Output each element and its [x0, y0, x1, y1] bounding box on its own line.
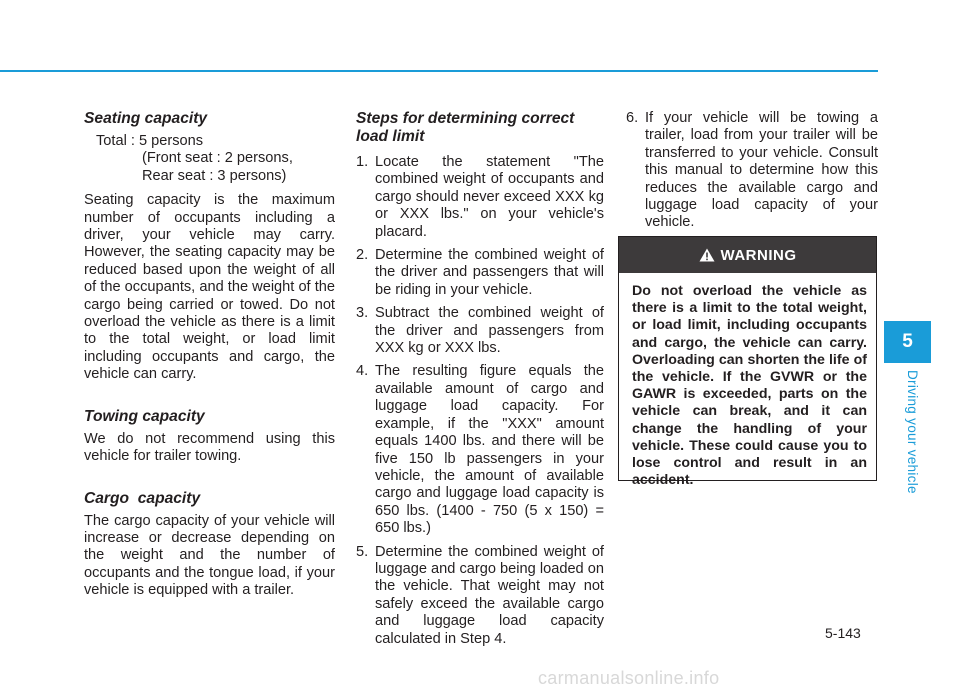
- chapter-label: Driving your vehicle: [905, 370, 920, 494]
- cargo-paragraph: The cargo capacity of your vehicle will increase or decrease depending on the weight and the number of occupants and the tongue load, if your vehicle is equipped with a trailer.: [84, 512, 335, 599]
- warning-text: Do not overload the vehicle as there is a limit to the total weight, or load limit, including occupants and cargo, the vehicle can carry. Overloading can shorten the life of the vehicle. If the GVWR or the GAWR is exceeded, parts on the vehicle can break, and it can change the handling of your vehicle. These could cause you to lose control and result in an accident.: [632, 283, 867, 489]
- list-item: 4. The resulting figure equals the available amount of cargo and luggage load capacity. For example, if the "XXX" amount equals 1400 lbs. and there will be five 150 lb passengers in your vehicle, the amount of available cargo and luggage load capacity is 650 lbs. (1400 - 750 (5 x 150) = 650 lbs.): [356, 363, 604, 537]
- seating-front: (Front seat : 2 persons,: [142, 150, 293, 167]
- chapter-tab: 5: [884, 321, 931, 363]
- seating-capacity-heading: Seating capacity: [84, 110, 208, 127]
- left-column: [84, 110, 335, 607]
- cargo-capacity-heading: Cargo capacity: [84, 489, 201, 507]
- middle-column: [356, 110, 604, 654]
- list-item: 6. If your vehicle will be towing a trailer, load from your trailer will be transferred to your vehicle. Consult this manual to determine how this reduces the available cargo and luggage load capacity of your vehicle.: [626, 110, 878, 231]
- towing-capacity-heading: Towing capacity: [84, 407, 205, 425]
- seating-total: Total : 5 persons: [96, 133, 204, 149]
- warning-box: [618, 236, 877, 489]
- towing-paragraph: We do not recommend using this vehicle for trailer towing.: [84, 430, 335, 465]
- top-rule: [0, 70, 878, 72]
- page-number: 5-143: [825, 625, 861, 641]
- seating-rear: Rear seat : 3 persons): [142, 167, 287, 184]
- warning-title: WARNING: [720, 246, 797, 264]
- list-item: 3. Subtract the combined weight of the driver and passengers from XXX kg or XXX lbs.: [356, 305, 604, 357]
- list-item: 2. Determine the combined weight of the driver and passengers that will be riding in your vehicle.: [356, 247, 604, 298]
- list-item: 5. Determine the combined weight of luggage and cargo being loaded on the vehicle. That weight may not safely exceed the available cargo and luggage load capacity calculated in Step 4.: [356, 543, 604, 647]
- steps-list-continued: [626, 110, 878, 232]
- watermark: carmanualsonline.info: [538, 668, 720, 688]
- seating-paragraph: Seating capacity is the maximum number of occupants including a driver, your vehicle may carry. However, the seating capacity may be reduced based upon the weight of all of the occupants, and the weight of the cargo being carried or towed. Do not overload the vehicle as there is a limit to the total weight, or load limit including occupants and cargo, the vehicle can carry.: [84, 192, 335, 383]
- warning-triangle-icon: [699, 248, 715, 262]
- steps-heading: Steps for determining correct load limit: [356, 110, 575, 145]
- warning-header: [619, 237, 876, 273]
- list-item: 1. Locate the statement "The combined weight of occupants and cargo should never exceed XXX kg or XXX lbs." on your vehicle's placard.: [356, 154, 604, 240]
- steps-list: [356, 154, 604, 648]
- right-column: [626, 110, 878, 238]
